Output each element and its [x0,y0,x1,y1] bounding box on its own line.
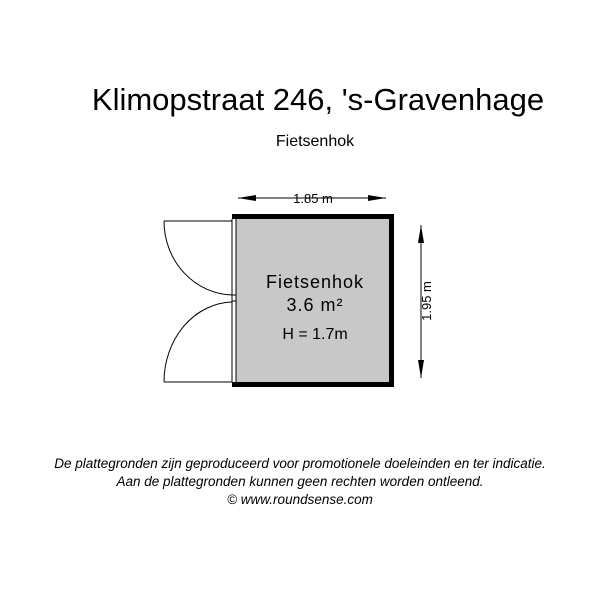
disclaimer-line-1: De plattegronden zijn geproduceerd voor promotionele doeleinden en ter indicatie. [54,456,546,471]
room-area: 3.6 m² [286,295,344,315]
room-height: H = 1.7m [282,326,348,343]
wall-bottom [232,382,394,387]
disclaimer [0,455,600,509]
room-name: Fietsenhok [265,272,365,292]
door-swing-lower [164,302,232,382]
door-frame [232,219,236,382]
disclaimer-line-2: Aan de plattegronden kunnen geen rechten worden ontleend. [116,474,484,489]
door-swing-upper [164,221,232,295]
width-label: 1.85 m [293,191,333,206]
wall-right [389,214,394,387]
page-subtitle: Fietsenhok [275,133,355,150]
wall-top [232,214,394,219]
copyright-link[interactable]: © www.roundsense.com [227,492,373,507]
page-title: Klimopstraat 246, 's-Gravenhage [91,82,545,117]
depth-label: 1.95 m [419,281,434,321]
